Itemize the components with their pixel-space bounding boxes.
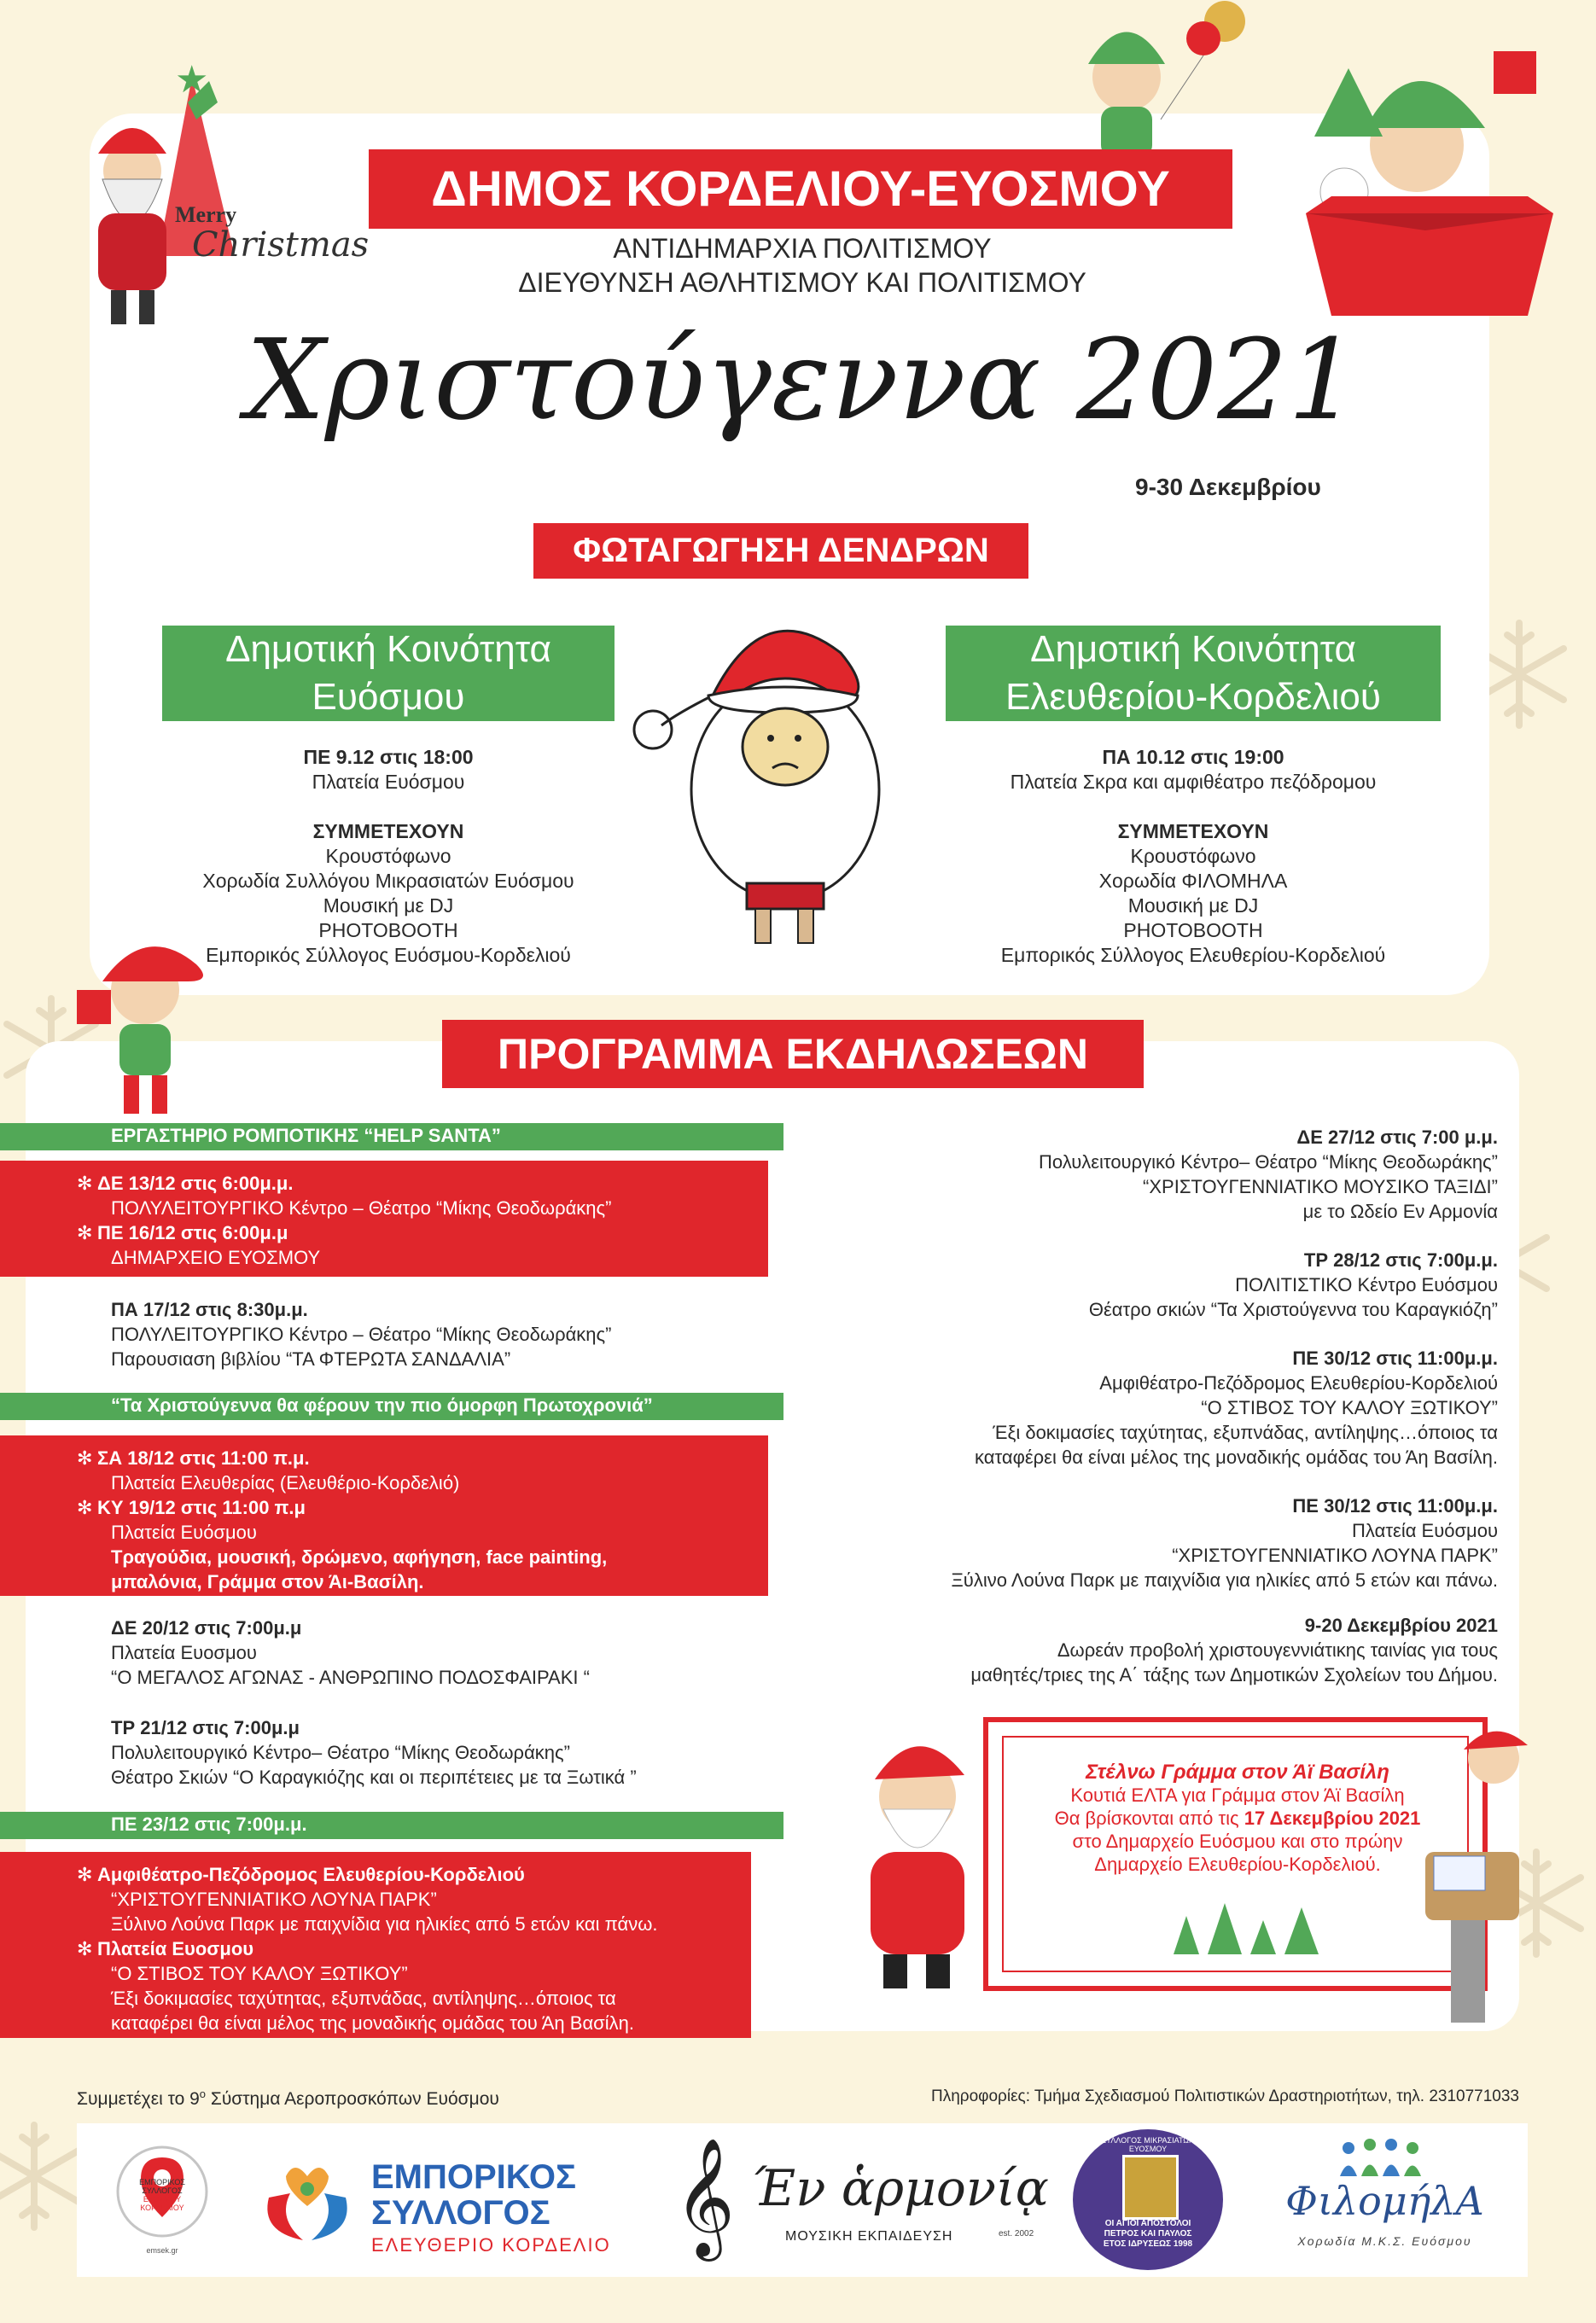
dec23-events <box>0 1852 751 2038</box>
right-when: ΠΑ 10.12 στις 19:00 <box>1102 746 1284 768</box>
left-participant: PHOTOBOOTH <box>318 919 458 941</box>
shadow-desc: Θέατρο Σκιών “Ο Καραγκιόζης και οι περιπέτειες με τα Ξωτικά ” <box>111 1767 637 1788</box>
letter-text <box>1007 1761 1468 1876</box>
newyear-bar-text: “Τα Χριστούγεννα θα φέρουν την πιο όμορφη Πρωτοχρονιά” <box>111 1394 653 1416</box>
logo2-text: ΕΜΠΟΡΙΚΟΣ <box>371 2158 576 2196</box>
snowflake-bullet-icon: ✻ <box>77 1938 93 1959</box>
left-participants-label: ΣΥΜΜΕΤΕΧΟΥΝ <box>312 820 464 842</box>
right-event-when: ΠΕ 30/12 στις 11:00μ.μ. <box>1292 1495 1498 1517</box>
book-when: ΠΑ 17/12 στις 8:30μ.μ. <box>111 1299 308 1320</box>
choir-people-icon <box>1331 2138 1434 2180</box>
scouts-note <box>77 2087 499 2110</box>
treble-clef-icon: 𝄞 <box>674 2138 735 2256</box>
logo2-text: ΣΥΛΛΟΓΟΣ <box>371 2194 550 2232</box>
left-community-line2: Ευόσμου <box>312 676 465 718</box>
right-participant: Μουσική με DJ <box>1127 894 1259 917</box>
football-event <box>111 1616 794 1690</box>
right-community-details <box>937 745 1449 968</box>
svg-text:★: ★ <box>175 59 209 101</box>
right-event-1 <box>836 1125 1498 1224</box>
logo1-text: ΕΜΠΟΡΙΚΟΣ <box>139 2178 185 2186</box>
right-event-line: με το Ωδείο Εν Αρμονία <box>1302 1201 1498 1222</box>
dec23-place-2: Πλατεία Ευοσμου <box>97 1938 254 1959</box>
shadow-where: Πολυλειτουργικό Κέντρο– Θέατρο “Μίκης Θεοδωράκης” <box>111 1742 570 1763</box>
icon-saints-icon <box>1122 2155 1179 2220</box>
left-participant: Χορωδία Συλλόγου Μικρασιατών Ευόσμου <box>202 870 574 892</box>
logo3-subtext: ΜΟΥΣΙΚΗ ΕΚΠΑΙΔΕΥΣΗ <box>785 2229 953 2244</box>
dec23-title-1: “ΧΡΙΣΤΟΥΓΕΝΝΙΑΤΙΚΟ ΛΟΥΝΑ ΠΑΡΚ” <box>111 1889 437 1910</box>
right-event-4 <box>836 1493 1498 1592</box>
right-event-5 <box>836 1613 1498 1687</box>
program-heading: ΠΡΟΓΡΑΜΜΑ ΕΚΔΗΛΩΣΕΩΝ <box>442 1020 1144 1088</box>
dec23-desc-2a: Έξι δοκιμασίες ταχύτητας, εξυπνάδας, αντίληψης…όποιος τα <box>111 1988 616 2009</box>
letter-line4: Δημαρχείο Ελευθερίου-Κορδελιού. <box>1094 1854 1381 1875</box>
newyear-where-1: Πλατεία Ελευθερίας (Ελευθέριο-Κορδελιό) <box>111 1472 460 1493</box>
lighting-heading: ΦΩΤΑΓΩΓΗΣΗ ΔΕΝΔΡΩΝ <box>533 523 1028 579</box>
right-event-line: “ΧΡΙΣΤΟΥΓΕΝΝΙΑΤΙΚΟ ΛΟΥΝΑ ΠΑΡΚ” <box>1172 1545 1498 1566</box>
right-participant: Κρουστόφωνο <box>1130 845 1256 867</box>
right-event-line: καταφέρει θα είναι μέλος της μοναδικής ομάδας του Άη Βασίλη. <box>975 1447 1498 1468</box>
newyear-desc-2: μπαλόνια, Γράμμα στον Άι-Βασίλη. <box>111 1571 424 1592</box>
christmas-text: Christmas <box>192 225 370 265</box>
snowflake-bullet-icon: ✻ <box>77 1497 93 1518</box>
scouts-note-sup: ο <box>199 2087 206 2100</box>
right-where: Πλατεία Σκρα και αμφιθέατρο πεζόδρομου <box>1010 771 1377 793</box>
right-event-when: ΤΡ 28/12 στις 7:00μ.μ. <box>1303 1249 1498 1271</box>
right-event-line: Πολυλειτουργικό Κέντρο– Θέατρο “Μίκης Θεοδωράκης” <box>1039 1151 1498 1173</box>
logo1-text: ΚΟΡΔΕΛΙΟΥ <box>140 2204 184 2212</box>
right-event-line: ΠΟΛΙΤΙΣΤΙΚΟ Κέντρο Ευόσμου <box>1235 1274 1498 1295</box>
football-desc: “Ο ΜΕΓΑΛΟΣ ΑΓΩΝΑΣ - ΑΝΘΡΩΠΙΝΟ ΠΟΔΟΣΦΑΙΡΑΚΙ “ <box>111 1667 590 1688</box>
left-participant: Κρουστόφωνο <box>325 845 451 867</box>
right-event-line: μαθητές/τριες της Α΄ τάξης των Δημοτικών Σχολείων του Δήμου. <box>970 1664 1498 1685</box>
right-participant: Χορωδία ΦΙΛΟΜΗΛΑ <box>1098 870 1288 892</box>
right-event-line: Θέατρο σκιών “Τα Χριστούγεννα του Καραγκιόζη” <box>1088 1299 1498 1320</box>
dec23-bar <box>0 1812 783 1839</box>
main-title: Χριστούγεννα 2021 <box>246 315 1359 445</box>
right-event-line: Έξι δοκιμασίες ταχύτητας, εξυπνάδας, αντίληψης…όποιος τα <box>993 1422 1498 1443</box>
robotics-bar <box>0 1123 783 1150</box>
scouts-note-a: Συμμετέχει το 9 <box>77 2089 200 2109</box>
right-event-when: ΠΕ 30/12 στις 11:00μ.μ. <box>1292 1348 1498 1369</box>
logo1-text: ΣΥΛΛΟΓΟΣ <box>142 2186 183 2195</box>
robotics-when-1: ΔΕ 13/12 στις 6:00μ.μ. <box>97 1173 294 1194</box>
snowflake-bullet-icon: ✻ <box>77 1864 93 1885</box>
logo5-subtext: Χορωδία Μ.Κ.Σ. Ευόσμου <box>1297 2234 1472 2248</box>
right-community-title <box>946 626 1441 721</box>
right-participant: Εμπορικός Σύλλογος Ελευθερίου-Κορδελιού <box>1000 944 1386 966</box>
logo2-subtext: ΕΛΕΥΘΕΡΙΟ ΚΟΡΔΕΛΙΟ <box>371 2234 611 2256</box>
letter-title: Στέλνω Γράμμα στον Άϊ Βασίλη <box>1086 1761 1389 1784</box>
elf-gift-box-illustration <box>1297 43 1562 324</box>
book-event <box>111 1297 794 1371</box>
shadow-when: ΤΡ 21/12 στις 7:00μ.μ <box>111 1717 300 1738</box>
logo3-name: Έν ἁρμονίᾳ <box>751 2159 1049 2217</box>
logo-emporikos-eleftherio <box>252 2134 636 2262</box>
snowflake-icon <box>0 2125 79 2227</box>
book-where: ΠΟΛΥΛΕΙΤΟΥΡΓΙΚΟ Κέντρο – Θέατρο “Μίκης Θεοδωράκης” <box>111 1324 612 1345</box>
logo4-text: ΕΤΟΣ ΙΔΡΥΣΕΩΣ 1998 <box>1103 2239 1193 2249</box>
date-range: 9-30 Δεκεμβρίου <box>1135 474 1321 500</box>
elf-present-illustration <box>51 930 248 1127</box>
logo1-url: emsek.gr <box>146 2246 178 2255</box>
info-note: Πληροφορίες: Τμήμα Σχεδιασμού Πολιτιστικών Δραστηριοτήτων, τηλ. 2310771033 <box>930 2087 1519 2105</box>
dec23-place-1: Αμφιθέατρο-Πεζόδρομος Ελευθερίου-Κορδελιού <box>97 1864 525 1885</box>
logo4-ring-text: ΣΥΛΛΟΓΟΣ ΜΙΚΡΑΣΙΑΤΩΝ ΕΥΟΣΜΟΥ <box>1101 2136 1195 2153</box>
right-event-line: Αμφιθέατρο-Πεζόδρομος Ελευθερίου-Κορδελιού <box>1099 1372 1498 1394</box>
right-event-3 <box>836 1346 1498 1470</box>
right-event-when: ΔΕ 27/12 στις 7:00 μ.μ. <box>1296 1127 1498 1148</box>
letter-line1: Κουτιά ΕΛΤΑ για Γράμμα στον Άϊ Βασίλη <box>1070 1784 1405 1806</box>
letter-line3: στο Δημαρχείο Ευόσμου και στο πρώην <box>1072 1831 1403 1852</box>
robotics-events <box>0 1161 768 1277</box>
logo-filomila <box>1263 2134 1506 2262</box>
subtitle-deputy-mayor: ΑΝΤΙΔΗΜΑΡΧΙΑ ΠΟΛΙΤΙΣΜΟΥ <box>613 233 992 264</box>
book-desc: Παρουσιαση βιβλίου “ΤΑ ΦΤΕΡΩΤΑ ΣΑΝΔΑΛΙΑ” <box>111 1348 511 1370</box>
logo3-est: est. 2002 <box>999 2229 1034 2239</box>
left-community-title <box>162 626 615 721</box>
municipality-title: ΔΗΜΟΣ ΚΟΡΔΕΛΙΟΥ-ΕΥΟΣΜΟΥ <box>369 149 1232 229</box>
right-event-when: 9-20 Δεκεμβρίου 2021 <box>1304 1615 1498 1636</box>
dec23-title-2: “Ο ΣΤΙΒΟΣ ΤΟΥ ΚΑΛΟΥ ΞΩΤΙΚΟΥ” <box>111 1963 408 1984</box>
right-event-line: “Ο ΣΤΙΒΟΣ ΤΟΥ ΚΑΛΟΥ ΞΩΤΙΚΟΥ” <box>1201 1397 1498 1418</box>
left-participant: Μουσική με DJ <box>323 894 454 917</box>
right-event-line: Πλατεία Ευόσμου <box>1352 1520 1498 1541</box>
football-when: ΔΕ 20/12 στις 7:00μ.μ <box>111 1617 302 1639</box>
logo-emporikos-evosmou <box>85 2134 239 2262</box>
scouts-note-b: Σύστημα Αεροπροσκόπων Ευόσμου <box>206 2089 499 2109</box>
right-participant: PHOTOBOOTH <box>1123 919 1263 941</box>
logo4-text: ΠΕΤΡΟΣ ΚΑΙ ΠΑΥΛΟΣ <box>1104 2229 1192 2239</box>
newyear-events <box>0 1435 768 1596</box>
merry-text: Merry <box>175 202 237 227</box>
left-when: ΠΕ 9.12 στις 18:00 <box>303 746 474 768</box>
left-community-line1: Δημοτική Κοινότητα <box>225 628 551 670</box>
robotics-bar-text: ΕΡΓΑΣΤΗΡΙΟ ΡΟΜΠΟΤΙΚΗΣ “HELP SANTA” <box>111 1125 501 1146</box>
right-event-line: “ΧΡΙΣΤΟΥΓΕΝΝΙΑΤΙΚΟ ΜΟΥΣΙΚΟ ΤΑΞΙΔΙ” <box>1143 1176 1498 1197</box>
right-event-line: Ξύλινο Λούνα Παρκ με παιχνίδια για ηλικίες από 5 ετών και πάνω. <box>951 1569 1498 1591</box>
logo5-name: ΦιλoμήλΑ <box>1285 2178 1484 2224</box>
robotics-where-2: ΔΗΜΑΡΧΕΙΟ ΕΥΟΣΜΟΥ <box>111 1247 321 1268</box>
robotics-where-1: ΠΟΛΥΛΕΙΤΟΥΡΓΙΚΟ Κέντρο – Θέατρο “Μίκης Θεοδωράκης” <box>111 1197 612 1219</box>
newyear-where-2: Πλατεία Ευόσμου <box>111 1522 257 1543</box>
newyear-when-1: ΣΑ 18/12 στις 11:00 π.μ. <box>97 1447 310 1469</box>
right-event-2 <box>836 1248 1498 1322</box>
newyear-desc-1: Τραγούδια, μουσική, δρώμενο, αφήγηση, face painting, <box>111 1546 608 1568</box>
left-participant: Εμπορικός Σύλλογος Ευόσμου-Κορδελιού <box>206 944 571 966</box>
letter-line2b: 17 Δεκεμβρίου 2021 <box>1244 1808 1421 1829</box>
hands-heart-icon <box>252 2146 363 2249</box>
logo-en-armonia <box>674 2134 1058 2262</box>
right-event-line: Δωρεάν προβολή χριστουγεννιάτικης ταινίας για τους <box>1057 1639 1498 1661</box>
logo1-text: ΕΥΟΣΜΟΥ <box>143 2195 182 2204</box>
logo4-text: ΟΙ ΑΓΙΟΙ ΑΠΟΣΤΟΛΟΙ <box>1104 2219 1191 2228</box>
letter-line2a: Θα βρίσκονται από τις <box>1054 1808 1244 1829</box>
dec23-desc-1: Ξύλινο Λούνα Παρκ με παιχνίδια για ηλικίες από 5 ετών και πάνω. <box>111 1913 658 1935</box>
right-community-line2: Ελευθερίου-Κορδελιού <box>1005 676 1381 718</box>
dec23-desc-2b: καταφέρει θα είναι μέλος της μοναδικής ομάδας του Άη Βασίλη. <box>111 2012 634 2034</box>
snowflake-bullet-icon: ✻ <box>77 1447 93 1469</box>
santa-illustration <box>73 43 370 333</box>
football-where: Πλατεία Ευοσμου <box>111 1642 257 1663</box>
newyear-bar <box>0 1393 783 1420</box>
snowflake-bullet-icon: ✻ <box>77 1173 93 1194</box>
robotics-when-2: ΠΕ 16/12 στις 6:00μ.μ <box>97 1222 288 1243</box>
shadow-theatre-event <box>111 1715 794 1790</box>
left-where: Πλατεία Ευόσμου <box>312 771 465 793</box>
newyear-when-2: ΚΥ 19/12 στις 11:00 π.μ <box>97 1497 306 1518</box>
subtitle-directorate: ΔΙΕΥΘΥΝΣΗ ΑΘΛΗΤΙΣΜΟΥ ΚΑΙ ΠΟΛΙΤΙΣΜΟΥ <box>518 267 1086 298</box>
logo-syllogos-mikrasiaton <box>1071 2129 1225 2270</box>
dec23-bar-text: ΠΕ 23/12 στις 7:00μ.μ. <box>111 1814 307 1835</box>
snowflake-bullet-icon: ✻ <box>77 1222 93 1243</box>
right-participants-label: ΣΥΜΜΕΤΕΧΟΥΝ <box>1117 820 1269 842</box>
right-community-line1: Δημοτική Κοινότητα <box>1030 628 1356 670</box>
round-santa-illustration <box>627 602 943 960</box>
